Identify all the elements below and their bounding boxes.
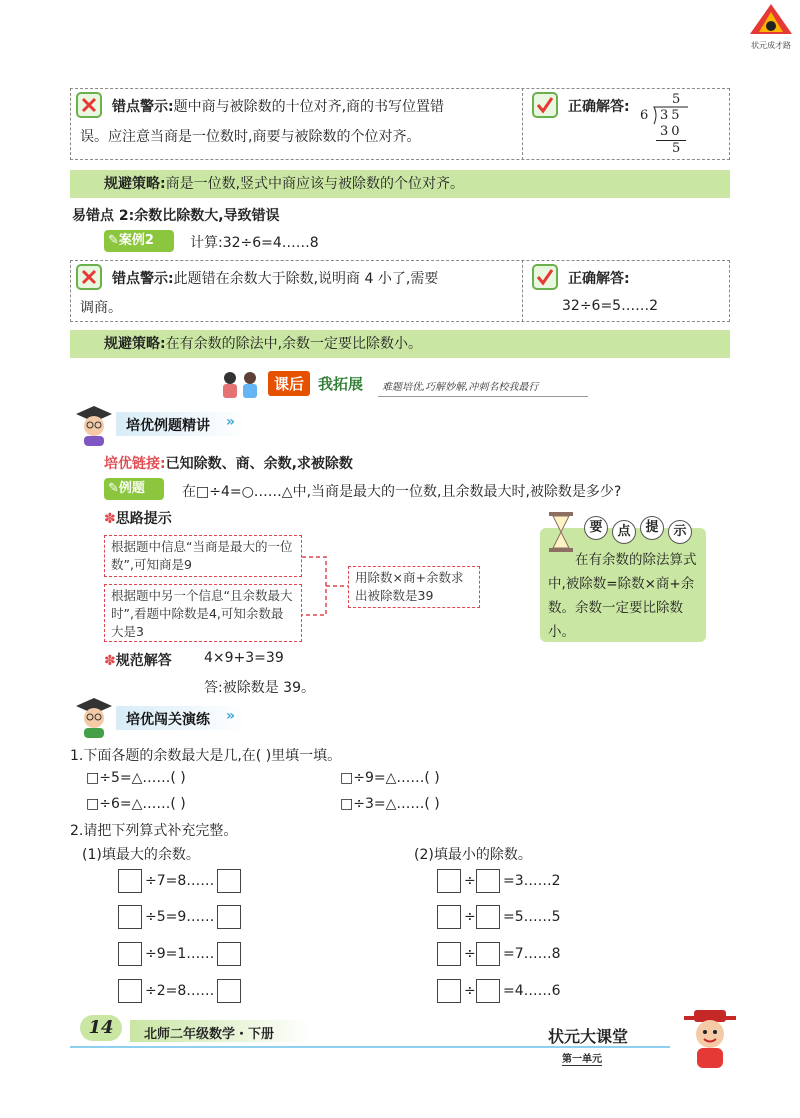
warning-line: 此题错在余数大于除数,说明商 4 小了,需要 — [173, 271, 439, 287]
book-title: 北师二年级数学・下册 — [144, 1027, 275, 1042]
double-chevron-icon: » — [226, 414, 236, 430]
strategy-label: 规避策略: — [104, 176, 166, 192]
division-product: 30 — [660, 124, 683, 139]
banner-part2: 我拓展 — [318, 375, 364, 393]
answer-box[interactable] — [476, 942, 500, 966]
section1-title: 培优例题精讲 — [126, 418, 210, 434]
book-title-bar — [130, 1020, 310, 1042]
q2-left-expr: ÷7=8…… — [145, 873, 215, 889]
wrong-x-icon — [76, 92, 102, 118]
keypoint-char: 提 — [640, 516, 664, 540]
error2-answer-label: 正确解答: — [568, 271, 630, 287]
answer-box[interactable] — [476, 979, 500, 1003]
warning-line: 题中商与被除数的十位对齐,商的书写位置错 — [173, 99, 445, 115]
q2-left-expr: ÷2=8…… — [145, 983, 215, 999]
example-tag-label: 例题 — [118, 481, 145, 496]
keypoint-title — [584, 516, 704, 542]
answer-box[interactable] — [118, 905, 142, 929]
answer-box[interactable] — [476, 869, 500, 893]
flower-icon: ✽ — [104, 653, 116, 669]
correct-check-icon — [532, 264, 558, 290]
answer-box[interactable] — [437, 942, 461, 966]
answer-box[interactable] — [437, 979, 461, 1003]
warning-label: 错点警示: — [112, 99, 174, 115]
q1-item[interactable]: □÷5=△……( ) — [86, 770, 186, 786]
teacher-avatar-icon — [74, 404, 114, 446]
keypoint-char: 示 — [668, 520, 692, 544]
answer-box[interactable] — [118, 869, 142, 893]
strategy-text: 在有余数的除法中,余数一定要比除数小。 — [165, 336, 423, 352]
strategy1-strip — [70, 170, 730, 198]
flow-connector — [302, 555, 348, 617]
q2-stem: 2.请把下列算式补充完整。 — [70, 823, 238, 839]
solution-answer: 答:被除数是 39。 — [204, 680, 315, 696]
point2-title: 易错点 2:余数比除数大,导致错误 — [72, 208, 280, 224]
q1-item[interactable]: □÷9=△……( ) — [340, 770, 440, 786]
error1-answer-label: 正确解答: — [568, 99, 630, 115]
unit-label: 第一单元 — [562, 1050, 602, 1066]
banner-part1: 课后 — [274, 375, 305, 393]
solution-heading — [104, 650, 172, 670]
section1-header — [116, 412, 246, 436]
hint-heading — [104, 508, 172, 528]
example-text: 在□÷4=○……△中,当商是最大的一位数,且余数最大时,被除数是多少? — [182, 484, 622, 500]
solution-title: 规范解答 — [115, 653, 172, 669]
q2-right-div: ÷ — [464, 873, 476, 889]
answer-box[interactable] — [217, 869, 241, 893]
case2-text: 计算:32÷6=4……8 — [190, 235, 319, 251]
error2-divider — [522, 260, 523, 322]
banner-label — [268, 371, 310, 396]
pencil-icon: ✎ — [108, 481, 119, 496]
q2-right-expr: =4……6 — [503, 983, 561, 999]
q1-item[interactable]: □÷3=△……( ) — [340, 796, 440, 812]
warning-label: 错点警示: — [112, 271, 174, 287]
banner-underline — [378, 396, 588, 397]
example-tag — [104, 478, 164, 500]
q2-sub2: (2)填最小的除数。 — [414, 847, 532, 863]
answer-box[interactable] — [118, 979, 142, 1003]
link-label: 培优链接: — [104, 456, 166, 472]
banner-slogan: 难题培优,巧解妙解,冲刺名校我最行 — [382, 382, 539, 393]
page-number: 14 — [88, 1017, 114, 1038]
logo-text: 状元成才路 — [751, 41, 791, 50]
mascot-icon — [680, 1008, 740, 1070]
section2-title: 培优闯关演练 — [126, 712, 210, 728]
error2-answer-text: 32÷6=5……2 — [562, 298, 658, 314]
error2-warning-text — [112, 268, 438, 288]
flow-box-3: 用除数×商+余数求出被除数是39 — [348, 566, 480, 608]
answer-box[interactable] — [437, 905, 461, 929]
section2-header — [116, 706, 246, 730]
q2-right-div: ÷ — [464, 946, 476, 962]
q2-right-div: ÷ — [464, 909, 476, 925]
q2-right-expr: =7……8 — [503, 946, 561, 962]
division-divisor: 6 — [640, 108, 649, 123]
solution-formula: 4×9+3=39 — [204, 650, 284, 666]
division-line — [656, 140, 686, 141]
wrong-x-icon — [76, 264, 102, 290]
keypoint-char: 点 — [612, 520, 636, 544]
strategy-label: 规避策略: — [104, 336, 166, 352]
q2-left-expr: ÷5=9…… — [145, 909, 215, 925]
strategy2-strip — [70, 330, 730, 358]
keypoint-text: 在有余数的除法算式中,被除数=除数×商+余数。余数一定要比除数小。 — [548, 552, 697, 640]
flow-box-1: 根据题中信息“当商是最大的一位数”,可知商是9 — [104, 535, 302, 577]
hint-title: 思路提示 — [115, 511, 172, 527]
case2-tag-label: 案例2 — [118, 233, 154, 248]
q2-right-expr: =5……5 — [503, 909, 561, 925]
link-text: 已知除数、商、余数,求被除数 — [165, 456, 353, 472]
q2-right-expr: =3……2 — [503, 873, 561, 889]
students-illustration-icon — [218, 368, 264, 402]
error1-warning-line2: 误。应注意当商是一位数时,商要与被除数的个位对齐。 — [80, 129, 421, 145]
page-number-badge — [80, 1015, 122, 1041]
q2-right-div: ÷ — [464, 983, 476, 999]
division-remainder: 5 — [672, 141, 681, 156]
flame-logo-icon — [748, 2, 794, 36]
division-quotient: 5 — [672, 92, 681, 107]
double-chevron-icon: » — [226, 708, 236, 724]
flow-box-2: 根据题中另一个信息“且余数最大时”,看题中除数是4,可知余数最大是3 — [104, 584, 302, 642]
q1-stem: 1.下面各题的余数最大是几,在( )里填一填。 — [70, 748, 342, 764]
answer-box[interactable] — [476, 905, 500, 929]
pencil-icon: ✎ — [108, 233, 119, 248]
answer-box[interactable] — [217, 979, 241, 1003]
strategy-text: 商是一位数,竖式中商应该与被除数的个位对齐。 — [165, 176, 465, 192]
keypoint-char: 要 — [584, 516, 608, 540]
corner-logo — [748, 2, 794, 50]
q2-sub1: (1)填最大的余数。 — [82, 847, 200, 863]
answer-box[interactable] — [437, 869, 461, 893]
q1-item[interactable]: □÷6=△……( ) — [86, 796, 186, 812]
answer-box[interactable] — [217, 942, 241, 966]
answer-box[interactable] — [217, 905, 241, 929]
case2-tag — [104, 230, 174, 252]
link-line — [104, 453, 353, 473]
error2-warning-line2: 调商。 — [80, 300, 122, 316]
error1-divider — [522, 88, 523, 160]
brand-name: 状元大课堂 — [548, 1027, 629, 1046]
flower-icon: ✽ — [104, 511, 116, 527]
teacher-avatar-icon — [74, 696, 114, 738]
q2-left-expr: ÷9=1…… — [145, 946, 215, 962]
correct-check-icon — [532, 92, 558, 118]
error1-warning-text — [112, 96, 444, 116]
long-division — [636, 92, 692, 158]
division-dividend: 35 — [660, 108, 683, 123]
banner — [218, 368, 588, 402]
answer-box[interactable] — [118, 942, 142, 966]
